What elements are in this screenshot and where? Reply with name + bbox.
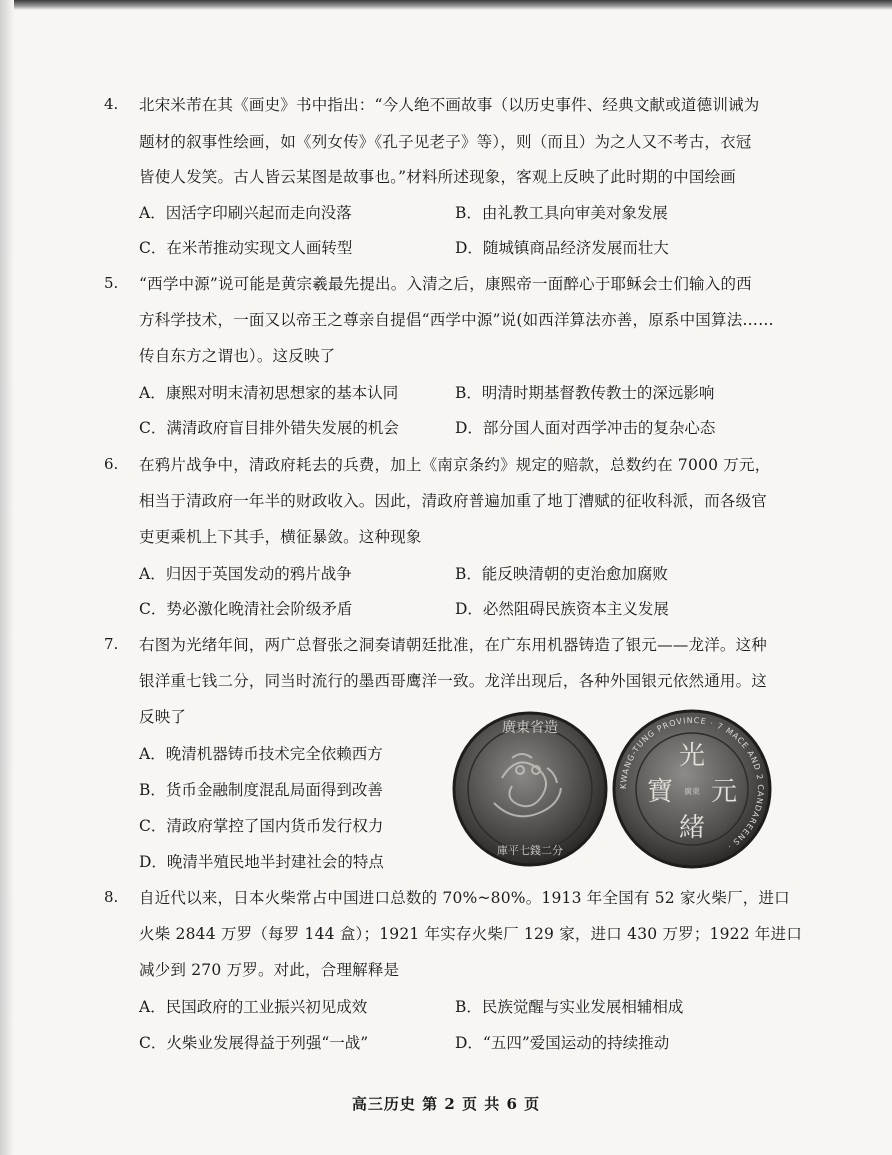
coin-char-right: 元 (710, 777, 738, 807)
question-text-line: 北宋米芾在其《画史》书中指出：“今人绝不画故事（以历史事件、经典文献或道德训诫为 (139, 96, 760, 114)
option-c: C．火柴业发展得益于列强“一战” (139, 1034, 369, 1052)
option-d: D．部分国人面对西学冲击的复杂心态 (455, 419, 716, 437)
question-text-line: 相当于清政府一年半的财政收入。因此，清政府普遍加重了地丁漕赋的征收科派，而各级官 (139, 492, 768, 510)
question-text-line: 自近代以来，日本火柴常占中国进口总数的 70%~80%。1913 年全国有 52 家火柴厂，进口 (139, 889, 790, 907)
coin-char-left: 寶 (646, 777, 674, 807)
question-text-line: 银洋重七钱二分，同当时流行的墨西哥鹰洋一致。龙洋出现后，各种外国银元依然通用。这 (139, 672, 768, 690)
question-number: 4. (104, 95, 119, 113)
question-text-line: 反映了 (139, 708, 187, 726)
page-footer: 高三历史 第 2 页 共 6 页 (351, 1095, 541, 1113)
option-b: B．民族觉醒与实业发展相辅相成 (455, 998, 684, 1016)
question-text-line: 在鸦片战争中，清政府耗去的兵费，加上《南京条约》规定的赔款，总数约在 7000 万元， (139, 456, 771, 474)
coin-front-bottom: 庫平七錢二分 (497, 844, 563, 857)
option-a: A．因活字印刷兴起而走向没落 (139, 204, 352, 222)
coin-front-legend: 廣東省造 (502, 720, 558, 736)
coin-obverse (454, 713, 606, 865)
question-text-line: 火柴 2844 万罗（每罗 144 盒）；1921 年实存火柴厂 129 家，进口 430 万罗；1922 年进口 (139, 925, 803, 943)
coin-reverse (614, 711, 770, 867)
question-number: 7. (104, 635, 119, 653)
option-b: B．由礼教工具向审美对象发展 (455, 204, 668, 222)
option-c: C．在米芾推动实现文人画转型 (139, 239, 353, 257)
option-a: A．康熙对明末清初思想家的基本认同 (139, 384, 399, 402)
option-d: D．必然阻碍民族资本主义发展 (455, 600, 669, 618)
coin-char-bottom: 緒 (678, 813, 706, 843)
coin-char-center: 廣東 (684, 787, 700, 796)
question-text-line: 右图为光绪年间，两广总督张之洞奏请朝廷批准，在广东用机器铸造了银元——龙洋。这种 (139, 636, 768, 654)
question-number: 5. (104, 274, 119, 292)
question-number: 8. (104, 888, 119, 906)
question-text-line: 方科学技术，一面又以帝王之尊亲自提倡“西学中源”说(如西洋算法亦善，原系中国算法…… (139, 311, 774, 329)
scan-left-edge (0, 0, 14, 1155)
option-b: B．明清时期基督教传教士的深远影响 (455, 384, 715, 402)
question-text-line: 传自东方之谓也）。这反映了 (139, 347, 336, 365)
question-text-line: 吏更乘机上下其手，横征暴敛。这种现象 (139, 528, 422, 546)
option-c: C．满清政府盲目排外错失发展的机会 (139, 419, 399, 437)
scan-top-edge (0, 0, 892, 10)
option-b: B．货币金融制度混乱局面得到改善 (139, 781, 383, 799)
question-text-line: “西学中源”说可能是黄宗羲最先提出。入清之后，康熙帝一面醉心于耶稣会士们输入的西 (139, 275, 752, 293)
question-text-line: 皆使人发笑。古人皆云某图是故事也。”材料所述现象，客观上反映了此时期的中国绘画 (139, 168, 736, 186)
option-c: C．清政府掌控了国内货币发行权力 (139, 817, 384, 835)
option-d: D．“五四”爱国运动的持续推动 (455, 1034, 670, 1052)
dragon-dollar-coin-image (452, 708, 774, 870)
coin-char-top: 光 (678, 741, 706, 771)
option-a: A．晚清机器铸币技术完全依赖西方 (139, 745, 383, 763)
option-a: A．民国政府的工业振兴初见成效 (139, 998, 368, 1016)
coin-ring-text: KWANG-TUNG PROVINCE · 7 MACE AND 2 CANDAREENS · (618, 715, 766, 852)
question-number: 6. (104, 455, 119, 473)
option-d: D．晚清半殖民地半封建社会的特点 (139, 853, 384, 871)
question-text-line: 减少到 270 万罗。对此，合理解释是 (139, 961, 400, 979)
option-a: A．归因于英国发动的鸦片战争 (139, 565, 352, 583)
question-text-line: 题材的叙事性绘画，如《列女传》《孔子见老子》等），则（而且）为之人又不考古，衣冠 (139, 133, 752, 151)
option-c: C．势必激化晚清社会阶级矛盾 (139, 600, 353, 618)
option-d: D．随城镇商品经济发展而壮大 (455, 239, 669, 257)
option-b: B．能反映清朝的吏治愈加腐败 (455, 565, 668, 583)
